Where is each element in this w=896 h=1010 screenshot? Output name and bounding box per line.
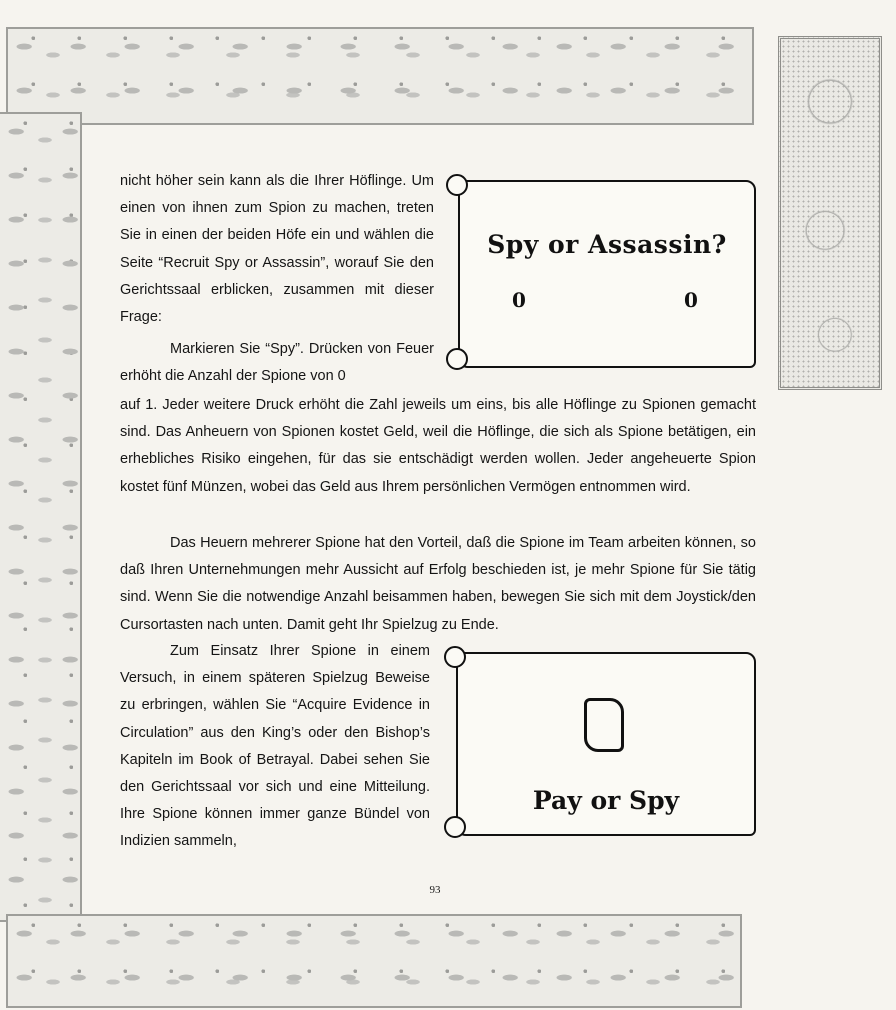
laurel-border-left	[0, 112, 82, 922]
paragraph-acquire-evidence: Zum Einsatz Ihrer Spione in einem Versuch, in einem späteren Spielzug Beweise zu erbringen, wählen Sie “Acquire Evidence in Circulation” aus den King’s oder den Bishop’s Kapiteln im Book of Betrayal. Dabei sehen Sie den Gerichtssaal vor sich und eine Mitteilung. Ihre Spione können immer ganze Bündel von Indizien sammeln,	[120, 643, 430, 850]
spy-count-left: 0	[512, 288, 526, 312]
scroll-curl-top-left	[446, 174, 468, 196]
laurel-border-top	[6, 27, 754, 125]
paragraph-mark-spy-continued: auf 1. Jeder weitere Druck erhöht die Zahl jeweils um eins, bis alle Höflinge zu Spionen gemacht sind. Das Anheuern von Spionen kostet Geld, weil die Höflinge, die sich als Spione betätigen, ein erhebliches Risiko eingehen, für das sie entschädigt werden wollen. Jeder angeheuerte Spion kostet fünf Münzen, wobei das Geld aus Ihrem persönlichen Vermögen entnommen wird.	[120, 397, 756, 495]
assassin-count-right: 0	[684, 288, 698, 312]
spy-or-assassin-title: Spy or Assassin?	[487, 230, 727, 259]
pay-or-spy-scroll	[456, 652, 756, 836]
scroll-icon	[584, 698, 624, 752]
scroll-curl-bottom-left	[444, 816, 466, 838]
pay-or-spy-title: Pay or Spy	[532, 786, 680, 815]
spy-or-assassin-scroll	[458, 180, 756, 368]
page-number: 93	[429, 884, 441, 896]
scroll-curl-top-left	[444, 646, 466, 668]
paragraph-recruit-intro: nicht höher sein kann als die Ihrer Höflinge. Um einen von ihnen zum Spion zu machen, treten Sie in einen der beiden Höfe ein und wählen die Seite “Recruit Spy or Assassin”, worauf Sie den Gerichtssaal erblicken, zusammen mit dieser Frage:	[120, 173, 434, 326]
laurel-border-bottom	[6, 914, 742, 1008]
scroll-curl-bottom-left	[446, 348, 468, 370]
acanthus-ornament-panel	[778, 36, 882, 390]
paragraph-mark-spy-start: Markieren Sie “Spy”. Drücken von Feuer erhöht die Anzahl der Spione von 0	[120, 341, 434, 385]
paragraph-team-advantage: Das Heuern mehrerer Spione hat den Vorteil, daß die Spione im Team arbeiten können, so daß Ihren Unternehmungen mehr Aussicht auf Erfolg beschieden ist, je mehr Spione für Sie tätig sind. Wenn Sie die notwendige Anzahl beisammen haben, bewegen Sie sich mit dem Joystick/den Cursortasten nach unten. Damit geht Ihr Spielzug zu Ende.	[120, 535, 756, 633]
